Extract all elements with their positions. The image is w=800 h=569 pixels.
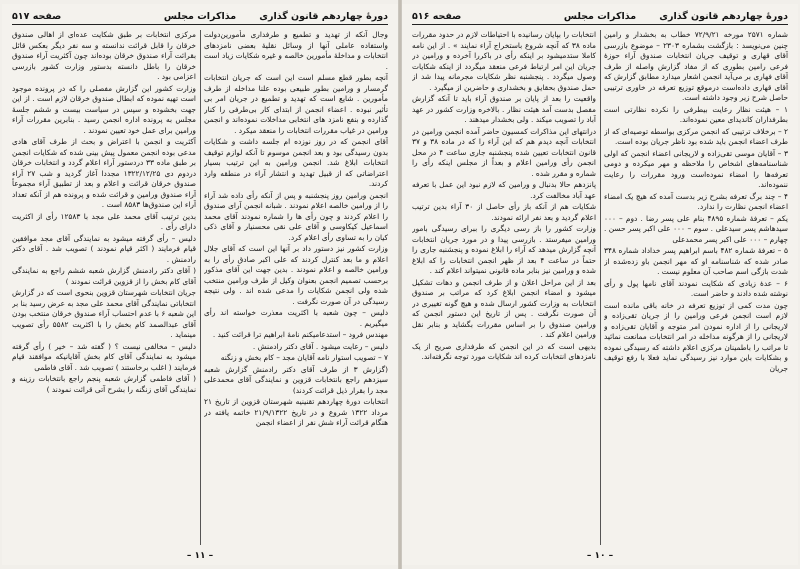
header-session: دورهٔ چهاردهم قانون گذاری (259, 11, 388, 22)
header-page-label: صفحه ۵۱۶ (412, 11, 462, 22)
column-divider (200, 30, 201, 545)
right-page-left-column (412, 30, 596, 545)
paragraph: ( آقای دکتر رادمنش گزارش شعبه ششم راجع به نمایندگی آقای کام بخش را از قزوین قرائت نمودند ) (12, 266, 196, 286)
paragraph: پانزدهم حالا بدنبال و ورامین که لازم نبود این عمل با تعرفه عهد آباد مخالفت کرد. (412, 180, 596, 200)
left-page (2, 4, 398, 565)
header-page-label: صفحه ۵۱۷ (12, 11, 62, 22)
paragraph: مهندس فرود – استدعامیکنم نامهٔ ابراهیم ترا قرائت کنید . (212, 330, 388, 339)
left-page-columns (12, 30, 388, 545)
paragraph: شماره ۲۵۷۱ مورخه ۷۲/۹/۲۱ خطاب به بخشدار و رامین چنین می‌نویسد : بازگشت بشماره ۲۳۰۳ – موضوع بازرسی آقای قهاری و توقیف جریان انتخابات صندوق آراء حوزهٔ فرعی رامین بطوری که از مفاد گزارش واصله از طرف آقای فهاری بر می‌آید انجمن اشعار میدارد مطابق گزارش که آقای قهاری داده‌است درموقع توزیع تعرفه در خاوری ترتیبی حاصل شرح زیر وجود داشته است. (604, 30, 788, 102)
left-page-number: – ۱۱ – (186, 551, 214, 561)
paragraph: آکثریت و انجمن با اعتراض و بحث از طرف آقای هادی مدعی بوده انجمن معمول پیش بینی شده که شکایات انجمن بر طبق ماده ۳۳ دردستور آراء اعلام گردد و انتخابات خرقان دردوم دی ۱۳۲۲/۱۲/۲۵ مجددا آغاز گردید و شب ۲۷ آراء صندوق خرقان قرائت و اعلام و بعد از تطبیق آراء مجموعاً آراء صندوق ورامین و قرائت شده و پرونده هم از آنکه تعداد آراء این صندوق‌ها ۸۵۸۳ است . (12, 137, 196, 209)
paragraph: ۷ – تصویب استوار نامه آقایان مجد – کام بخش و زنگنه (220, 353, 388, 362)
paragraph: شکایات هم از آنکه باز رأی حاصل از ۳۰ آراء بدین ترتیب اعلام گردید و بعد نفر ارائه نمودند. (412, 202, 596, 222)
header-title: مذاکرات مجلس (563, 11, 637, 22)
right-page-columns (412, 30, 788, 545)
paragraph: انجمن ورامین روز پنجشنبه و پس از آنکه رأی داده شد آراء را از ورامین خالصه اعلام نمودند . شبانه انجمن آرای صندوق را اعلام کردند و چون رأی ها را شماره نمودند آقای محمد اسماعیل کیکاوسی و آقای علی نقی محسنیار و آقای ذکی کیان را به تساوی رأی اعلام کرد. (204, 190, 388, 242)
paragraph: ۵ – تعرفهٔ شماره ۴۸۲ باسم ابراهیم پسر خداداد شماره ۳۴۸ صادر شده که شناسنامه او که مهر انجمن باو زده‌شده از شدت بازگی اسم صاحب آن معلوم نیست . (604, 246, 788, 276)
left-page-right-column (204, 30, 388, 545)
paragraph: وزارت کشور این گزارش مفصلی را که در پرونده موجود است تهیه نموده که ابطال صندوق خرقان لازم است . از این جهت بخشوده و سپس در سیاست بیست و ششم جلسهٔ مجلس به پرونده اداره انجمن رسید . بنابرین مقررات آراء ورامین برای عمل خود تعیین نمودند . (12, 83, 196, 135)
paragraph: انتخابات را بپایان رسانیده با احتیاطات لازم در حدود مقررات ماده ۳۸ که آنچه شروع باستخراج آراء نمایند » . از این نامه کاملا ستدمیشود بر اینکه رأی در باکررا آخرده و ورامین در جریان این امر ارتباط فرعی منعقد میگردد از اینکه شکایات وصول میگردد . پنجشنبه نظر شکایات مجرمانه پیدا شد از حمل صندوق بحقایق و بخشداری و حاضرین از میگیرد . (412, 30, 596, 92)
right-page-header (412, 9, 788, 25)
paragraph: (گزارش ۳ از طرف آقای دکتر رادمنش گزارش شعبه سیزدهم راجع بانتخابات قزوین و نمایندگی آقای محمدعلی مجد را بقرار ذیل قرائت کردند) (204, 364, 388, 395)
paragraph: ۲ – برخلاف ترتیبی که انجمن مرکزی بواسطه توصیه‌ای که از طرف اعضاء انجمن باید شده بود ناظر جریان بوده است. (604, 126, 788, 146)
paragraph: دلیس – رعایت میشود . آقای دکتر رادمنش . (252, 341, 388, 351)
header-session: دورهٔ چهاردهم قانون گذاری (659, 11, 788, 22)
paragraph: انتخابات دورهٔ چهاردهم تقنینیه شهرستان قزوین از تاریخ ۲۱ مرداد ۱۳۲۲ شروع و در تاریخ ۲۱/۹/۱۳۲۲ خاتمه یافته در هنگام قرائت آراء شش نفر از اعضاء انجمن (204, 397, 388, 427)
paragraph: آنچه بطور قطع مسلم است این است که جریان انتخابات گرمسار و ورامین بطور طبیعی بوده علنا مداخله از طرف مأمورین . شایع است که تهدید و تطمیع در جریان امر بی تأثیر نبوده . اعضاء انجمن از ابتدای کار بی‌طرفی را کنار گذارده و بنفع نامزد های انتخابی مداخلات نموده‌اند و انجمن ورامین در غیاب مقررات انتخابات را منعقد میکرد . (204, 73, 388, 135)
paragraph: آقای انجمن که در روز نوزده ام جلسه داشت و شکایات بدون رسیدگی بود و بعد انجمن موسوم تا آنکه لوازم توقیف انتخابات ابلاغ شد. انجمن ورامین به این ترتیب بسیار اعتراضاتی که از قبیل تهدید و انتشار آراء در منطقه وارد کردند. (204, 137, 388, 188)
header-title: مذاکرات مجلس (163, 11, 237, 22)
paragraph: چون مدت کمی از توزیع تعرفه در خانه باقی مانده است لازم است انجمن فرعی ورامین را از جریان تقی‌زاده و لاریجانی را از اداره نمودن امر متوجه و آقایان تقی‌زاده و لاریجانی را از هرگونه مداخله در امر انتخابات ممانعت نمائید تا مراتب را باطمینان مرکزی اعلام داشته که رسیدگی نموده و بشکایات باین موارد نیز رسیدگی نماید فعلا با رفع توقیف جریان (604, 300, 788, 373)
paragraph: درانتهای این مذاکرات کمسیون حاضر آمده انجمن ورامین در انتخابات آنچه دیدم هم که این آراء را که در ماده ۳۸ و ۳۷ قانون انتخابات تعیین شده پنجشنبه جاری ساعت ۴ در محل انجمن رأی ورامین اعلام و بعداً از مجلس اینکه رأی را شماره و مقرر شده . (412, 126, 596, 178)
paragraph: وزارت کشور را باز رسی دیگری را ببرای رسیدگی بامور ورامین میفرستد . بازرسی پیدا و در مورد جریان انتخابات آنچه گزارش میدهد که آراء را ابلاغ نموده و پنجشنبه جاری را حتماً در ساعت ۴ بعد از ظهر انجمن انتخابات را که ابلاغ شده و ورامین نیز بنابر ماده قانونی نمیتواند اعلام کند . (412, 224, 596, 275)
paragraph: دلیس – رأی گرفته میشود به نمایندگی آقای مجد موافقین قیام فرمایند ( اکثر قیام نمودند ) تصویب شد . آقای دکتر رادمنش . (12, 233, 196, 264)
column-divider (600, 30, 601, 545)
paragraph: بدیهی است که در این انجمن که طرفداری صریح از یک نامزدهای انتخابات کرده اند شکایات مورد توجه نگرفته‌اند. (412, 341, 596, 361)
paragraph: بدین ترتیب آقای محمد علی مجد با ۱۲۵۸۳ رأی از اکثریت دارای رأی . (12, 211, 196, 231)
right-page-number: – ۱۰ – (586, 551, 614, 561)
paragraph: ۳ – آقایان موسی تقی‌زاده و لاریجانی اعضاء انجمن که اولی شناسنامه‌های اشخاص را ملاحظه و مهر میکرده و دومی تعرفه‌ها را امضاء نموده‌است ورود مقررات را رعایت ننموده‌اند. (604, 148, 788, 189)
left-page-left-column (12, 30, 196, 545)
right-page (402, 4, 798, 565)
paragraph: دلیس – چون شعبه با اکثریت معذرت خواسته اند رأی میگیریم . (204, 308, 388, 328)
right-page-right-column (604, 30, 788, 545)
paragraph: واقعیت را بعد از پایان بر صندوق آراء باید تا آنکه گزارش مفصل بدست آمد هیئت نظار . بالاخره وزارت کشور در عهد آباد را تصویب میکند . ولی بخشدار میدهند . (412, 94, 596, 124)
paragraph: دلیس – مخالفی نیست ؟ ( گفته شد – خیر ) رأی گرفته میشود به نمایندگی آقای کام بخش آقایانیکه موافقند قیام فرمایند ( اغلب برخاستند ) تصویب شد . آقای فاطمی (12, 341, 196, 372)
paragraph: وزارت کشور نیز دستور داد بر آنها این است که آقای جلال اعلام و ما بعد کنترل کردند که علی اکبر صادق رأی را به ورامین خالصه و اعلام نمودند . بدین جهت این آقای مذکور برحسب تصمیم انجمن بعنوان وکیل از طرف ورامین منتخب شده ولی انجمن شکایات را مدعی شده اند . ولی نتیجه رسیدگی در آن صورت نگرفت . (204, 244, 388, 306)
paragraph: یکم – تعرفهٔ شماره ۴۸۹۵ بنام علی پسر رضا . دوم – ۰۰۰ سیدهاشم پسر سیدعلی . سوم – ۰۰۰ علی اکبر پسر حسن . چهارم – ۰۰۰ علی اکبر پسر محمدعلی (604, 213, 788, 244)
paragraph: جریان انتخابات شهرستان قزوین بنحوی است که در گزارش انتخاباتی نمایندگی آقای محمد علی مجد به عرض رسید بنا بر این شعبه ۶ با عدم احتساب آراء صندوق خرقان منتخب بودن آقای عبدالصمد کام بخش را با اکثریت ۵۵۸۲ رأی تصویب مینماید . (12, 288, 196, 339)
paragraph: مرکزی انتخابات بر طبق شکایت عده‌ای از اهالی صندوق خرقان را قابل قرائت ندانسته و سه نفر دیگر بعکس قائل بقرائت آراء صندوق خرقان بوده‌اند چون آکثریت آراء صندوق خرقان را باطل دانسته بدستور وزارت کشور بازرسی اعزامی بود . (12, 30, 196, 81)
paragraph: ( آقای فاطمی گزارش شعبه پنجم راجع بانتخابات رزینه و نمایندگی آقای زنگنه را بشرح آتی قرائت نمودند ) (12, 374, 196, 394)
paragraph: ۶ – عدهٔ زیادی که شکایت نمودند آقای نامها پول و رأی نوشته شده دادند و حاضر است. (604, 278, 788, 298)
left-page-header (12, 9, 388, 25)
paragraph: بعد از این مراحل اعلان و از طرف انجمن و دهات تشکیل میشود و امضاء انجمن ابلاغ کرد که مراتب بر صندوق انتخابات به وزارت کشور ارسال شده و هیچ گونه تغییری در آن صورت نگرفت . پس از تاریخ این دستور انجمن که ورامین صندوق را بر اساس مقررات بگشاید و بنابر نقل ورامین اعلام کند . (412, 277, 596, 339)
paragraph: ۱ – هیئت نظار رعایت بیطرفی را نکرده نظارتی است بطرفداران کاندیدای معین نموده‌اند. (604, 104, 788, 124)
paragraph: وجال آنکه از تهدید و تطمیع و طرفداری مأمورین‌دولت واستفاده عاملی آنها از وسائل نقلیهٔ بعضی نامزدهای انتخابات و مداخلهٔ مأمورین خالصه و غیره شکایات زیاد است . (204, 30, 388, 71)
paragraph: ۴ – چند برگ تعرفه بشرح زیر بدست آمده که هیچ یک امضاء اعضاء انجمن نظارت را ندارد. (604, 191, 788, 211)
